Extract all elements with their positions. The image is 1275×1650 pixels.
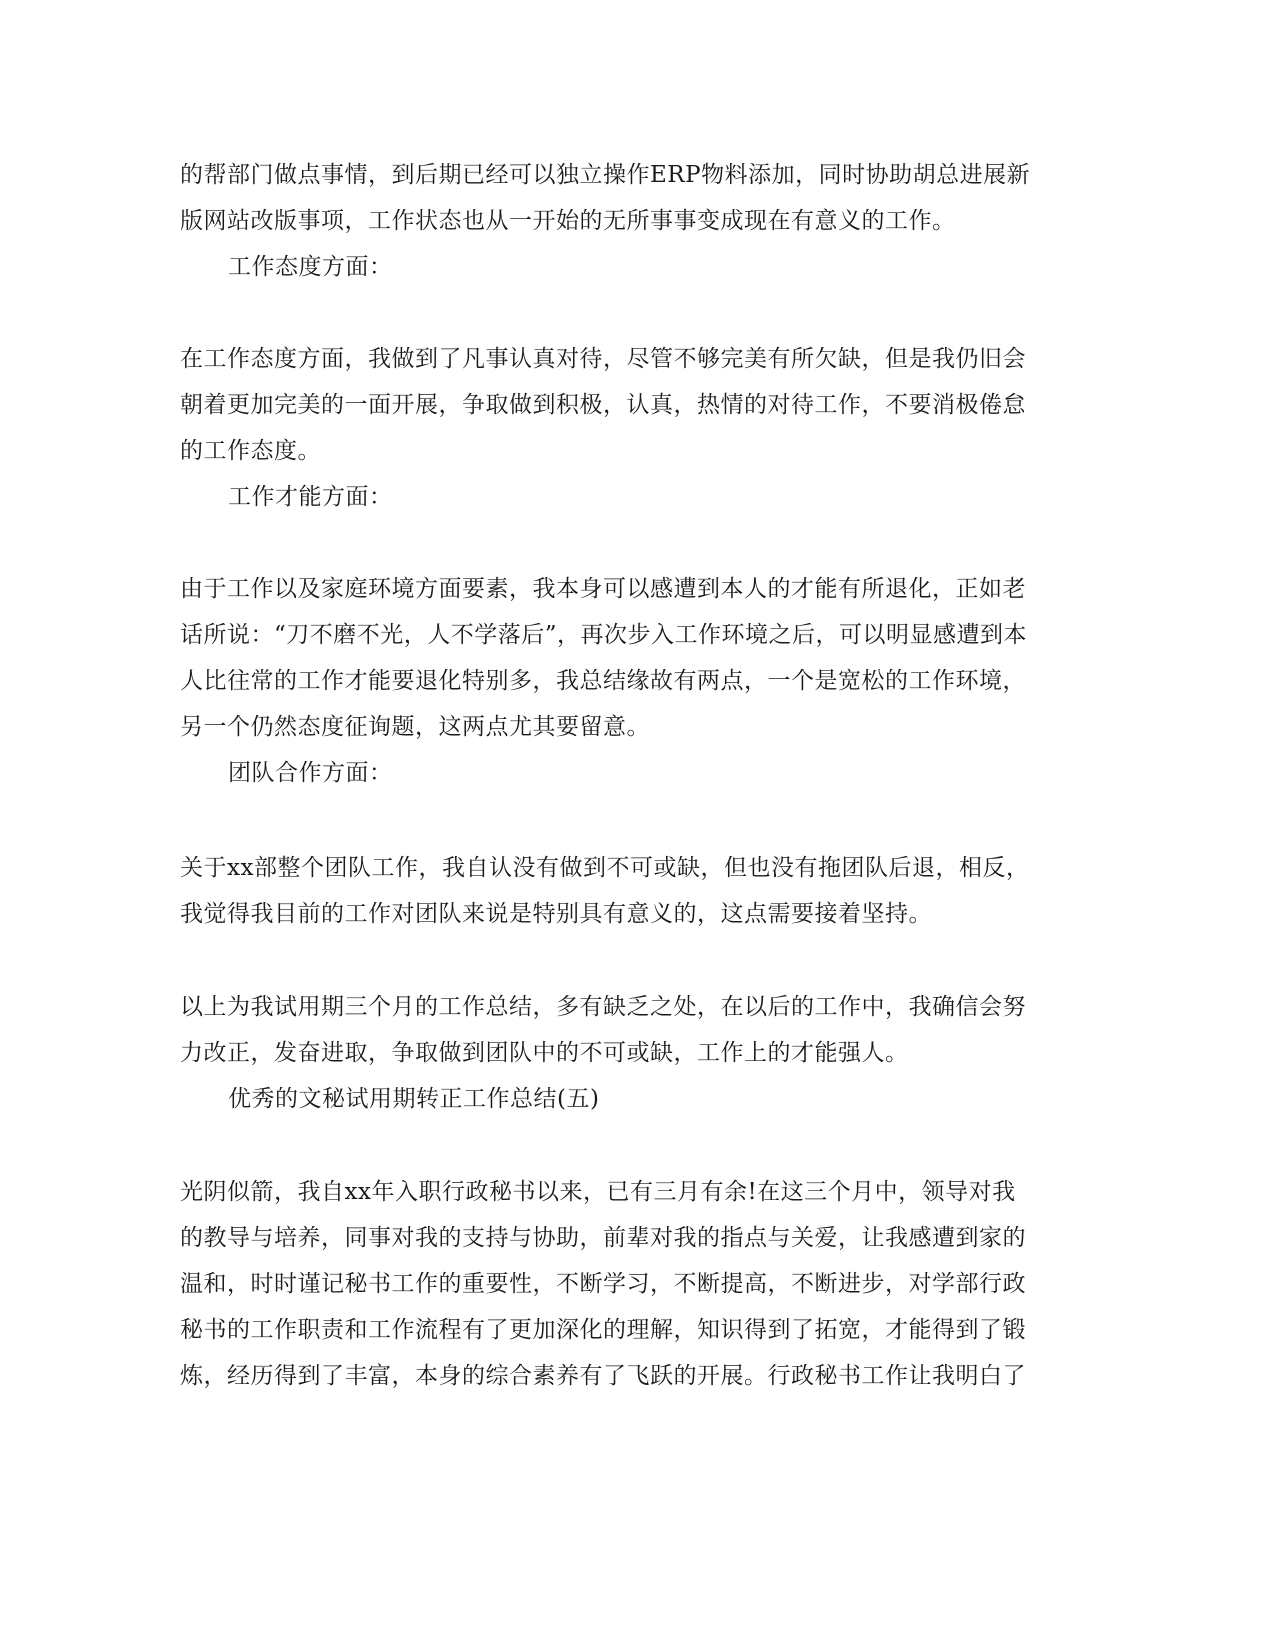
paragraph-line: 炼，经历得到了丰富，本身的综合素养有了飞跃的开展。行政秘书工作让我明白了 [180,1363,1026,1389]
section-heading: 工作才能方面： [228,484,393,510]
paragraph-line: 人比往常的工作才能要退化特别多，我总结缘故有两点，一个是宽松的工作环境， [180,668,1026,694]
paragraph-line: 由于工作以及家庭环境方面要素，我本身可以感遭到本人的才能有所退化，正如老 [180,576,1026,602]
paragraph-line: 温和，时时谨记秘书工作的重要性，不断学习，不断提高，不断进步，对学部行政 [180,1271,1026,1297]
paragraph-line: 版网站改版事项，工作状态也从一开始的无所事事变成现在有意义的工作。 [180,208,956,234]
paragraph-line: 光阴似箭，我自xx年入职行政秘书以来，已有三月有余!在这三个月中，领导对我 [180,1179,1016,1205]
paragraph-line: 的教导与培养，同事对我的支持与协助，前辈对我的指点与关爱，让我感遭到家的 [180,1225,1026,1251]
paragraph-line: 另一个仍然态度征询题，这两点尤其要留意。 [180,714,650,740]
paragraph-line: 话所说：“刀不磨不光，人不学落后”，再次步入工作环境之后，可以明显感遭到本 [180,622,1028,648]
paragraph-line: 的帮部门做点事情，到后期已经可以独立操作ERP物料添加，同时协助胡总进展新 [180,162,1031,188]
paragraph-line: 秘书的工作职责和工作流程有了更加深化的理解，知识得到了拓宽，才能得到了锻 [180,1317,1026,1343]
section-heading: 工作态度方面： [228,254,393,280]
paragraph-line: 朝着更加完美的一面开展，争取做到积极，认真，热情的对待工作，不要消极倦怠 [180,392,1026,418]
paragraph-line: 我觉得我目前的工作对团队来说是特别具有意义的，这点需要接着坚持。 [180,901,932,927]
paragraph-line: 在工作态度方面，我做到了凡事认真对待，尽管不够完美有所欠缺，但是我仍旧会 [180,346,1026,372]
paragraph-line: 的工作态度。 [180,438,321,464]
section-heading: 优秀的文秘试用期转正工作总结(五) [228,1086,600,1112]
paragraph-line: 以上为我试用期三个月的工作总结，多有缺乏之处，在以后的工作中，我确信会努 [180,994,1026,1020]
section-heading: 团队合作方面： [228,760,393,786]
paragraph-line: 关于xx部整个团队工作，我自认没有做到不可或缺，但也没有拖团队后退，相反， [180,855,1030,881]
paragraph-line: 力改正，发奋进取，争取做到团队中的不可或缺，工作上的才能强人。 [180,1040,909,1066]
